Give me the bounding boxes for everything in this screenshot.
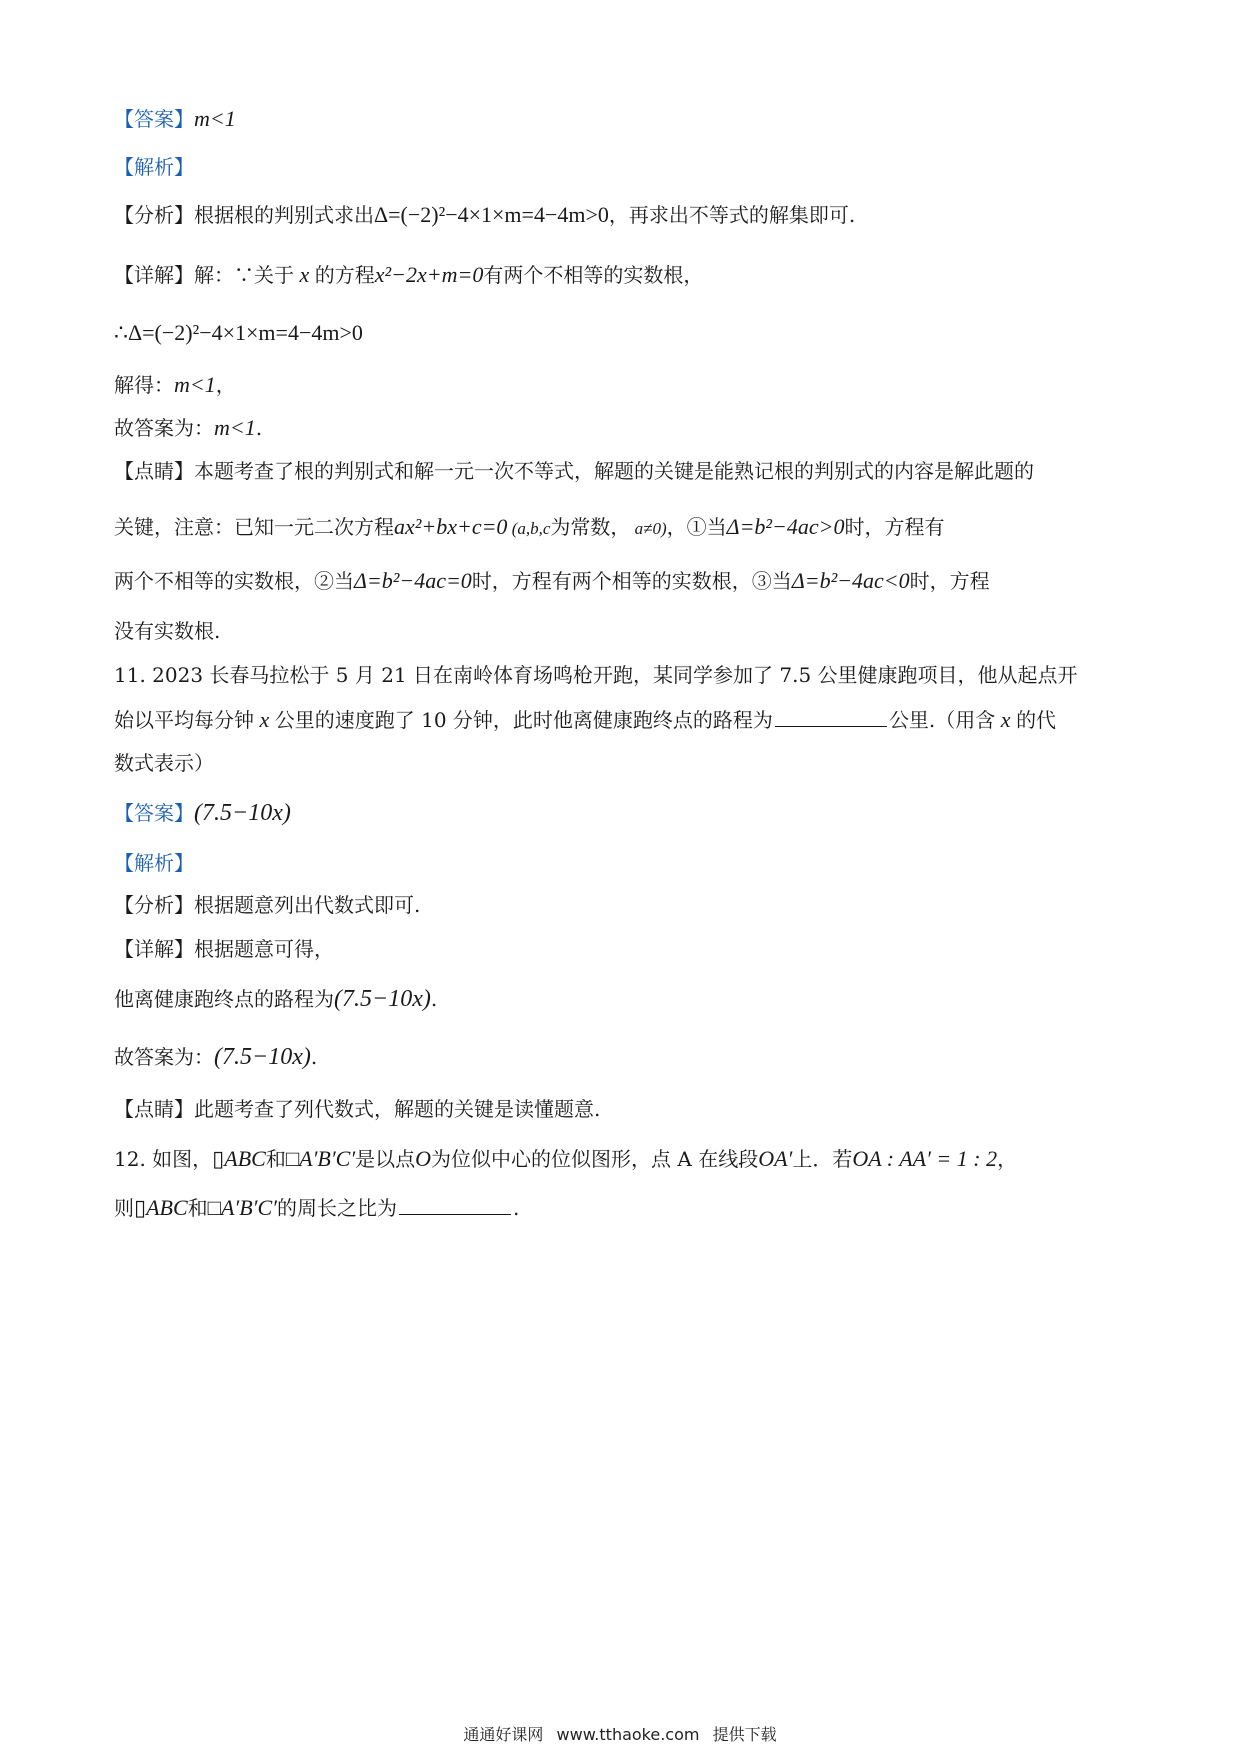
step2-text: 解得： bbox=[114, 373, 174, 397]
q10-dianjing-l2 bbox=[114, 512, 1134, 544]
answer-math: (7.5−10x) bbox=[194, 800, 291, 826]
q11-fenxi-line bbox=[114, 890, 1134, 920]
coeff-paren: (a,b,c bbox=[511, 519, 551, 538]
dianjing-l3-text: 两个不相等的实数根，②当 bbox=[114, 569, 354, 593]
q10-fenxi-line bbox=[114, 200, 1134, 230]
step1-text: 他离健康跑终点的路程为 bbox=[114, 987, 334, 1011]
q11-answer-line bbox=[114, 798, 1134, 828]
answer-blank[interactable] bbox=[399, 1192, 511, 1215]
fenxi-text-post: ，再求出不等式的解集即可. bbox=[608, 203, 856, 227]
analysis-tag: 【解析】 bbox=[114, 155, 194, 179]
var-x: x bbox=[1000, 707, 1011, 732]
step1-math: ∴Δ=(−2)²−4×1×m=4−4m>0 bbox=[114, 320, 363, 345]
q11-analysis-tag-line bbox=[114, 848, 1134, 878]
q11-stem-l1 bbox=[114, 660, 1134, 690]
q11-step1 bbox=[114, 984, 1134, 1014]
q10-dianjing-l4 bbox=[114, 616, 1134, 646]
triangle-symbol: ▯ bbox=[212, 1146, 225, 1171]
answer-tag: 【答案】 bbox=[114, 801, 194, 825]
page-footer bbox=[0, 1722, 1240, 1745]
step3-math: m<1 bbox=[214, 415, 256, 440]
segment-oa-prime: OA′ bbox=[758, 1146, 793, 1171]
xiangjie-text: 根据题意可得， bbox=[194, 937, 334, 961]
dianjing-l2-mid: ，①当 bbox=[666, 515, 727, 539]
triangle-abc: ABC bbox=[146, 1195, 188, 1220]
step2-text: 故答案为： bbox=[114, 1045, 214, 1069]
delta-lt-zero: Δ=b²−4ac<0 bbox=[791, 568, 910, 593]
q12-mid: 是以点 bbox=[355, 1147, 416, 1171]
q12-mid3: 上．若 bbox=[792, 1147, 853, 1171]
const-text: 为常数， bbox=[550, 515, 631, 539]
q11-stem-l2-mid: 公里的速度跑了 10 分钟，此时他离健康跑终点的路程为 bbox=[274, 708, 773, 732]
step2-post: . bbox=[310, 1045, 318, 1069]
point-o: O bbox=[415, 1146, 432, 1171]
xiangjie-tag: 【详解】 bbox=[114, 263, 194, 287]
step3-post: . bbox=[255, 416, 263, 440]
q11-dianjing bbox=[114, 1094, 1134, 1124]
q11-xiangjie-line bbox=[114, 934, 1134, 964]
q12-stem-l1 bbox=[114, 1144, 1134, 1174]
q12-l2-post: . bbox=[512, 1196, 520, 1220]
step1-post: . bbox=[430, 987, 438, 1011]
dianjing-text: 此题考查了列代数式，解题的关键是读懂题意. bbox=[194, 1097, 601, 1121]
fenxi-tag: 【分析】 bbox=[114, 203, 194, 227]
fenxi-text: 根据题意列出代数式即可. bbox=[194, 893, 421, 917]
q10-step2 bbox=[114, 370, 1134, 400]
triangle-symbol: □ bbox=[285, 1146, 300, 1171]
triangle-symbol: □ bbox=[207, 1195, 221, 1220]
q10-step1 bbox=[114, 318, 1134, 348]
footer-site-name: 通通好课网 bbox=[463, 1725, 544, 1744]
dianjing-l4-text: 没有实数根. bbox=[114, 619, 221, 643]
and-text: 和 bbox=[187, 1196, 208, 1220]
var-x: x bbox=[299, 262, 310, 287]
xiangjie-mid: 的方程 bbox=[314, 263, 375, 287]
dianjing-tag: 【点睛】 bbox=[114, 1097, 194, 1121]
step2-post: ， bbox=[215, 373, 236, 397]
dianjing-l2-post: 时，方程有 bbox=[844, 515, 945, 539]
analysis-tag: 【解析】 bbox=[114, 851, 194, 875]
step1-math: (7.5−10x) bbox=[334, 986, 431, 1012]
answer-math: m<1 bbox=[194, 106, 236, 131]
q12-stem-l2 bbox=[114, 1192, 1134, 1223]
dianjing-l2-text: 关键，注意：已知一元二次方程 bbox=[114, 515, 394, 539]
var-x: x bbox=[259, 707, 270, 732]
xiangjie-text: 解：∵关于 bbox=[194, 263, 294, 287]
q10-dianjing-l1 bbox=[114, 456, 1134, 486]
dianjing-tag: 【点睛】 bbox=[114, 459, 194, 483]
q10-answer-line bbox=[114, 104, 1134, 134]
footer-url[interactable]: www.tthaoke.com bbox=[556, 1725, 700, 1744]
dianjing-text: 本题考查了根的判别式和解一元一次不等式，解题的关键是能熟记根的判别式的内容是解此题的 bbox=[194, 459, 1034, 483]
q12-post: ， bbox=[997, 1147, 1018, 1171]
step2-math: m<1 bbox=[174, 372, 216, 397]
dianjing-l3-post: 时，方程 bbox=[909, 569, 990, 593]
step2-math: (7.5−10x) bbox=[214, 1044, 311, 1070]
fenxi-math: Δ=(−2)²−4×1×m=4−4m>0 bbox=[374, 202, 609, 227]
delta-eq-zero: Δ=b²−4ac=0 bbox=[354, 568, 472, 593]
and-text: 和 bbox=[265, 1147, 286, 1171]
triangle-abc-prime: A′B′C′ bbox=[299, 1146, 356, 1171]
triangle-abc: ABC bbox=[224, 1146, 266, 1171]
answer-tag: 【答案】 bbox=[114, 107, 194, 131]
dianjing-l3-mid: 时，方程有两个相等的实数根，③当 bbox=[471, 569, 792, 593]
q11-stem-text: 11. 2023 长春马拉松于 5 月 21 日在南岭体育场鸣枪开跑，某同学参加了 7.5 公里健康跑项目，他从起点开 bbox=[114, 663, 1078, 687]
triangle-abc-prime: A′B′C′ bbox=[220, 1195, 277, 1220]
xiangjie-post: 有两个不相等的实数根， bbox=[483, 263, 704, 287]
a-neq-zero: a≠0) bbox=[634, 519, 667, 538]
q12-pre: 12. 如图， bbox=[114, 1147, 213, 1171]
xiangjie-tag: 【详解】 bbox=[114, 937, 194, 961]
q11-stem-l2-post: 公里.（用含 bbox=[888, 708, 996, 732]
footer-action: 提供下载 bbox=[712, 1725, 777, 1744]
ratio: OA : AA′ = 1 : 2 bbox=[852, 1146, 998, 1171]
delta-gt-zero: Δ=b²−4ac>0 bbox=[726, 514, 845, 539]
q10-dianjing-l3 bbox=[114, 566, 1134, 596]
q11-stem-l2-pre: 始以平均每分钟 bbox=[114, 708, 254, 732]
q11-stem-l2 bbox=[114, 704, 1134, 735]
quadratic-eq: ax²+bx+c=0 bbox=[394, 514, 508, 539]
answer-blank[interactable] bbox=[775, 704, 887, 727]
q12-l2-mid: 的周长之比为 bbox=[276, 1196, 397, 1220]
q10-step3 bbox=[114, 413, 1134, 443]
triangle-symbol: ▯ bbox=[134, 1195, 147, 1220]
step3-text: 故答案为： bbox=[114, 416, 214, 440]
q12-l2-pre: 则 bbox=[114, 1196, 134, 1220]
q10-xiangjie-line bbox=[114, 260, 1134, 290]
fenxi-text: 根据根的判别式求出 bbox=[194, 203, 374, 227]
q11-stem-l3-text: 数式表示） bbox=[114, 751, 214, 775]
q11-stem-l2-end: 的代 bbox=[1016, 708, 1057, 732]
q10-analysis-tag-line bbox=[114, 152, 1134, 182]
equation: x²−2x+m=0 bbox=[374, 262, 484, 287]
q11-step2 bbox=[114, 1042, 1134, 1072]
q12-mid2: 为位似中心的位似图形，点 A 在线段 bbox=[431, 1147, 759, 1171]
q11-stem-l3 bbox=[114, 748, 1134, 778]
fenxi-tag: 【分析】 bbox=[114, 893, 194, 917]
